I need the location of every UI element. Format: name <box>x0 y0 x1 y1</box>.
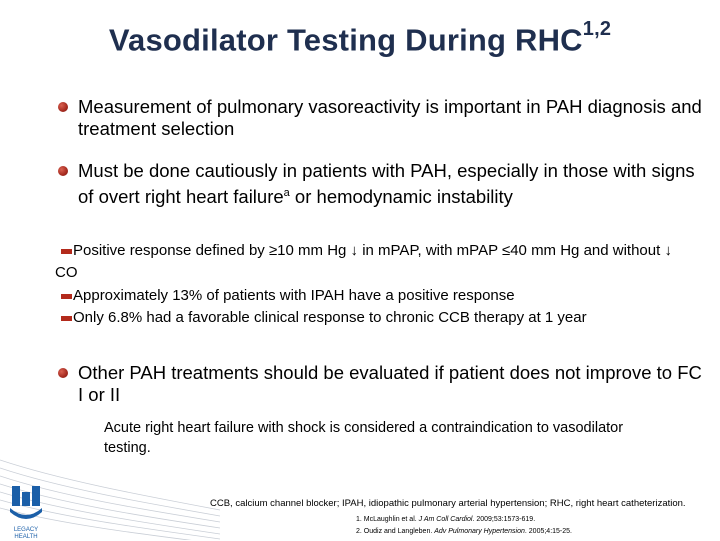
reference-1: 1. McLaughlin et al. J Am Coll Cardiol. 2009;53:1573-619. <box>356 516 536 523</box>
abbreviations-footnote: CCB, calcium channel blocker; IPAH, idiopathic pulmonary arterial hypertension; RHC, right heart catheterization. <box>210 498 686 509</box>
bullet-2: Must be done cautiously in patients with PAH, especially in those with signs of overt right heart failure$^a$ or hemodynamic instability <box>78 160 703 208</box>
contraindication-note: Acute right heart failure with shock is considered a contraindication to vasodilator testing. <box>104 420 624 456</box>
bullet-dot-icon <box>58 166 68 176</box>
title-superscript: 1,2 <box>582 18 612 40</box>
bullet-1: Measurement of pulmonary vasoreactivity is important in PAH diagnosis and treatment selection <box>78 96 703 140</box>
legacy-logo-icon <box>6 484 46 522</box>
sub-bullet-2: Approximately 13% of patients with IPAH have a positive response <box>55 285 695 307</box>
sub-bullet-3: Only 6.8% had a favorable clinical response to chronic CCB therapy at 1 year <box>55 307 695 329</box>
reference-2: 2. Oudiz and Langleben. Adv Pulmonary Hypertension. 2005;4:15-25. <box>356 528 572 535</box>
dash-bullet-icon <box>61 316 72 321</box>
logo-text: LEGACY HEALTH <box>13 527 39 540</box>
legacy-health-logo <box>6 484 46 538</box>
bullet-3: Other PAH treatments should be evaluated if patient does not improve to FC I or II <box>78 362 703 406</box>
bullet-dot-icon <box>58 102 68 112</box>
dash-bullet-icon <box>61 249 72 254</box>
sub-bullet-1: Positive response defined by ≥10 mm Hg ↓ in mPAP, with mPAP ≤40 mm Hg and without ↓ CO <box>55 242 672 281</box>
slide-title: Vasodilator Testing During RHC$^{1,2}$ <box>108 18 612 58</box>
dash-bullet-icon <box>61 294 72 299</box>
bullet-dot-icon <box>58 368 68 378</box>
